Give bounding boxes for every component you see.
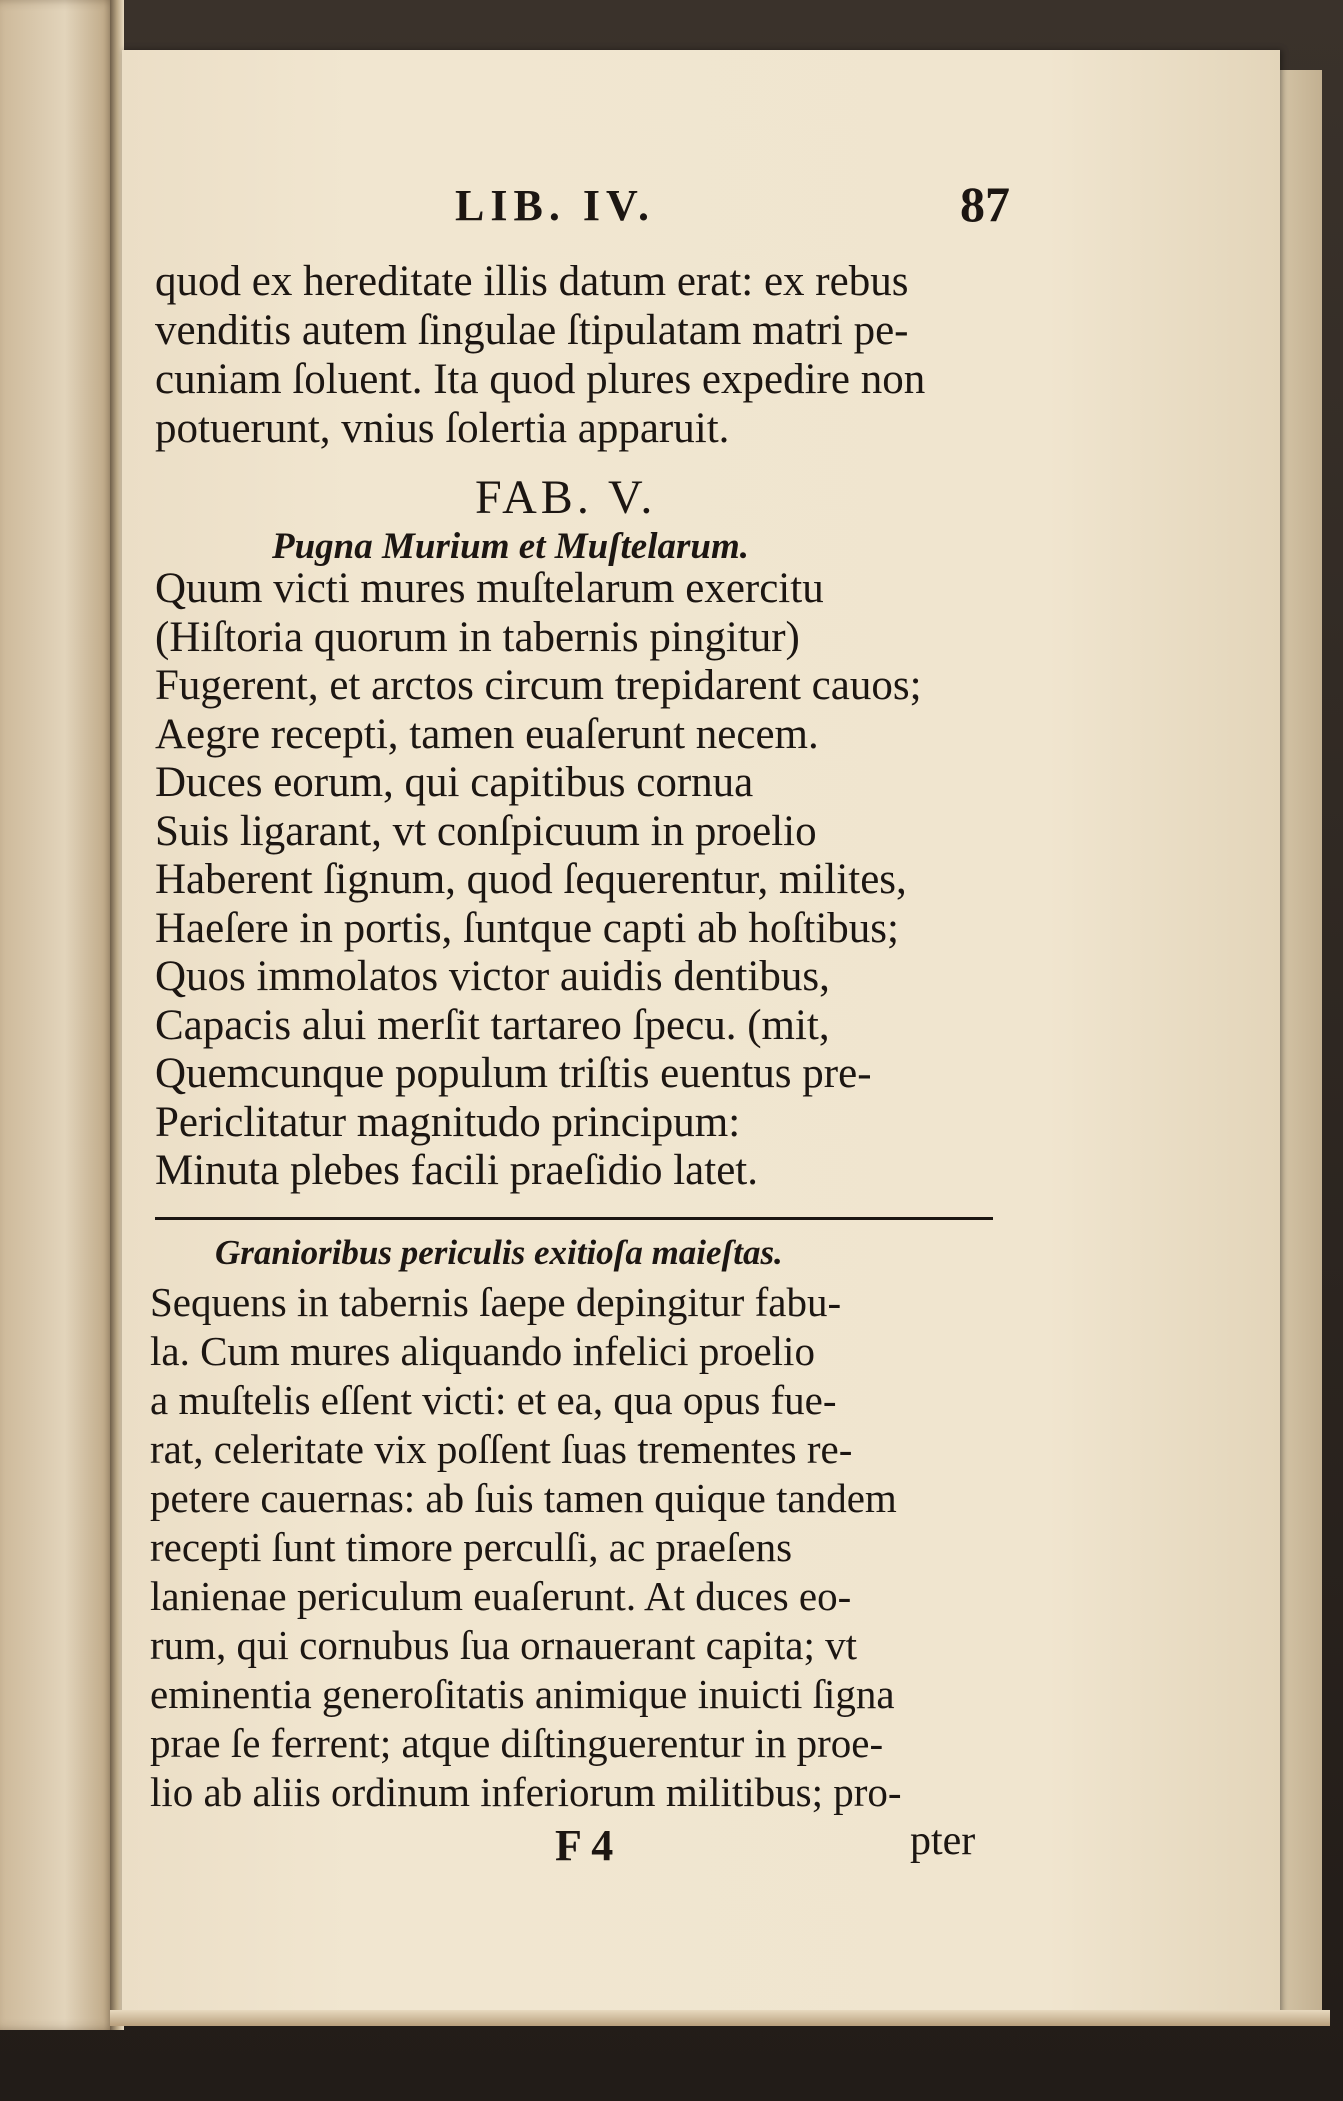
section-divider-rule (155, 1217, 993, 1220)
left-page-edge (0, 0, 118, 2030)
moral-heading: Granioribus periculis exitioſa maieſtas. (215, 1233, 783, 1272)
commentary-line: lanienae periculum euaſerunt. At duces eo- (150, 1573, 852, 1619)
commentary-line: la. Cum mures aliquando infelici proelio (150, 1328, 815, 1374)
commentary-line: recepti ſunt timore perculſi, ac praeſens (150, 1524, 793, 1570)
commentary-line: lio ab aliis ordinum inferiorum militibus; pro- (150, 1769, 902, 1815)
fable-heading: FAB. V. (475, 471, 657, 524)
verse-line: Capacis alui merſit tartareo ſpecu. (mit, (155, 1001, 830, 1049)
verse-line: Aegre recepti, tamen euaſerunt necem. (155, 710, 819, 758)
page-number: 87 (960, 176, 1010, 232)
opening-prose (155, 257, 925, 453)
commentary-prose (150, 1278, 902, 1817)
commentary-line: rat, celeritate vix poſſent ſuas trementes re- (150, 1426, 853, 1472)
prose-line: venditis autem ſingulae ſtipulatam matri pe- (155, 307, 909, 354)
verse-line: Haeſere in portis, ſuntque capti ab hoſtibus; (155, 904, 899, 952)
prose-line: cuniam ſoluent. Ita quod plures expedire non (155, 356, 926, 403)
verse-line: Duces eorum, qui capitibus cornua (155, 759, 754, 806)
commentary-line: Sequens in tabernis ſaepe depingitur fabu- (150, 1279, 842, 1325)
verse-line: Minuta plebes facili praeſidio latet. (155, 1147, 758, 1194)
verse-line: Quum victi mures muſtelarum exercitu (155, 565, 824, 612)
fable-title: Pugna Murium et Muſtelarum. (272, 526, 750, 567)
verse-line: Fugerent, et arctos circum trepidarent cauos; (155, 662, 922, 709)
verse-line: Haberent ſignum, quod ſequerentur, milites, (155, 856, 907, 903)
commentary-line: petere cauernas: ab ſuis tamen quique tandem (150, 1475, 897, 1521)
verse-line: Periclitatur magnitudo principum: (155, 1098, 741, 1146)
prose-line: quod ex hereditate illis datum erat: ex rebus (155, 258, 909, 305)
commentary-line: rum, qui cornubus ſua ornauerant capita; vt (150, 1622, 858, 1668)
verse-line: (Hiſtoria quorum in tabernis pingitur) (155, 613, 800, 661)
running-head: LIB. IV. (455, 181, 656, 230)
verse-line: Suis ligarant, vt conſpicuum in proelio (155, 807, 817, 855)
fable-verses (155, 565, 922, 1196)
commentary-line: prae ſe ferrent; atque diſtinguerentur in proe- (150, 1720, 884, 1766)
verse-line: Quos immolatos victor auidis dentibus, (155, 953, 830, 1000)
commentary-line: eminentia generoſitatis animique inuicti ſigna (150, 1671, 895, 1717)
verse-line: Quemcunque populum triſtis euentus pre- (155, 1050, 872, 1097)
commentary-line: a muſtelis eſſent victi: et ea, qua opus fue- (150, 1377, 837, 1423)
page-bottom-edge (110, 2010, 1330, 2026)
signature-mark: F 4 (555, 1821, 614, 1870)
catchword: pter (910, 1818, 976, 1864)
prose-line: potuerunt, vnius ſolertia apparuit. (155, 405, 730, 452)
